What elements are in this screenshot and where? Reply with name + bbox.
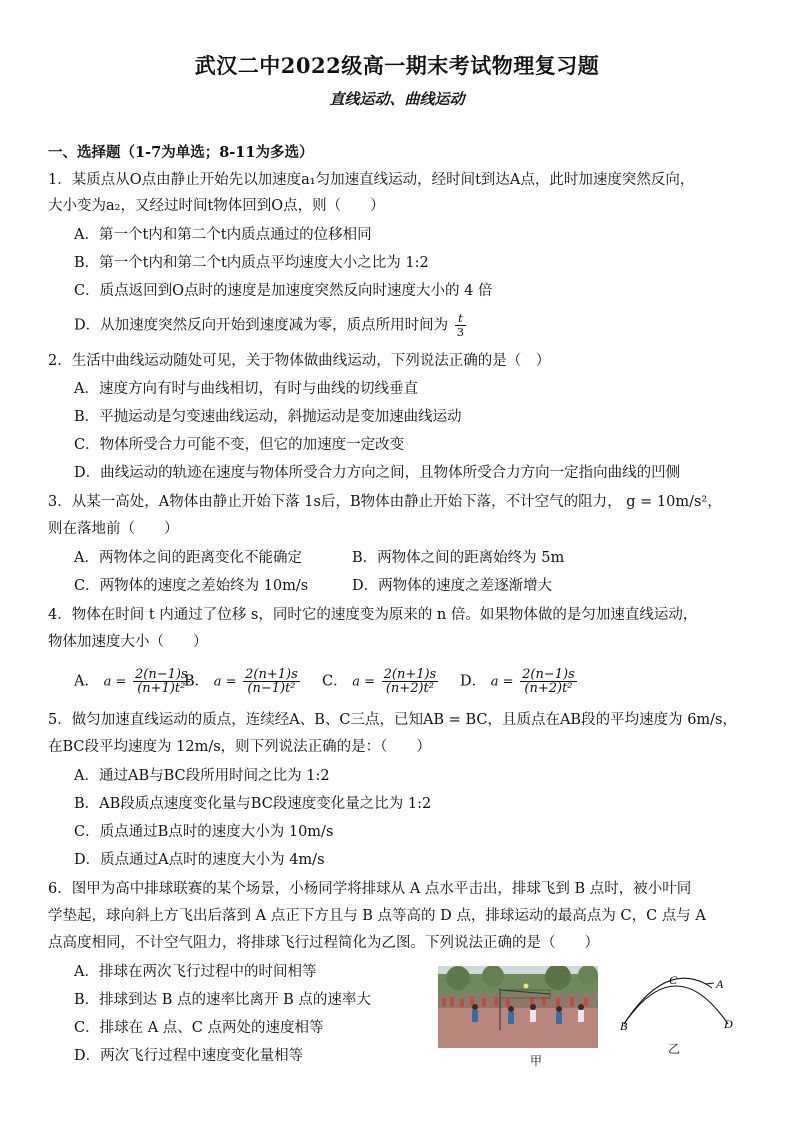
q4-option-a-numerator: 2(n−1)s <box>134 667 188 682</box>
q2-option-c: C．物体所受合力可能不变，但它的加速度一定改变 <box>74 437 405 453</box>
q5-option-d: D．质点通过A点时的速度大小为 4m/s <box>74 852 325 868</box>
q4-stem-line1: 4．物体在时间 t 内通过了位移 s，同时它的速度变为原来的 n 倍。如果物体做的是匀加速直线运动， <box>48 607 698 623</box>
q6-option-b: B．排球到达 B 点的速率比离开 B 点的速率大 <box>74 992 371 1008</box>
q4-option-d-label: D． <box>460 673 487 690</box>
q6-option-c: C．排球在 A 点、C 点两处的速度相等 <box>74 1020 324 1036</box>
q4-option-c-fraction <box>382 668 439 695</box>
label-b: B <box>620 1019 628 1033</box>
q4-option-d-fraction <box>520 668 577 695</box>
volleyball-photo <box>438 966 598 1048</box>
q1-option-d <box>74 312 468 339</box>
q5-option-a: A．通过AB与BC段所用时间之比为 1:2 <box>74 768 330 784</box>
q4-option-d-lhs: a = <box>490 674 514 690</box>
q4-option-a <box>74 668 192 696</box>
q5-stem-line2: 在BC段平均速度为 12m/s，则下列说法正确的是：（ ） <box>48 739 431 755</box>
q5-stem-line1: 5．做匀加速直线运动的质点，连续经A、B、C三点，已知AB = BC，且质点在AB段的平均速度为 6m/s， <box>48 712 737 728</box>
q4-option-c <box>322 668 440 696</box>
label-a: A <box>716 977 724 991</box>
q6-stem-line3: 点高度相同，不计空气阻力，将排球飞行过程简化为乙图。下列说法正确的是（ ） <box>48 935 599 951</box>
q4-option-a-denominator: (n+1)t² <box>137 681 186 696</box>
q5-option-c: C．质点通过B点时的速度大小为 10m/s <box>74 824 334 840</box>
q4-stem-line2: 物体加速度大小（ ） <box>48 634 208 650</box>
q2-stem: 2．生活中曲线运动随处可见，关于物体做曲线运动，下列说法正确的是（ ） <box>48 353 551 369</box>
q1-option-a: A．第一个t内和第二个t内质点通过的位移相同 <box>74 227 372 243</box>
q1-stem-line2: 大小变为a₂，又经过时间t物体回到O点，则（ ） <box>48 198 385 214</box>
label-c: C <box>669 973 678 987</box>
q4-option-b <box>184 668 302 696</box>
section-heading: 一、选择题（1-7为单选；8-11为多选） <box>48 144 314 161</box>
q3-stem-line2: 则在落地前（ ） <box>48 521 179 537</box>
q1-option-b: B．第一个t内和第二个t内质点平均速度大小之比为 1:2 <box>74 255 429 271</box>
q4-option-a-label: A． <box>74 673 99 690</box>
q1-option-d-fraction <box>455 312 466 339</box>
trajectory-diagram <box>606 968 756 1058</box>
q4-option-b-label: B． <box>184 673 210 690</box>
volleyball-scene-illustration <box>438 966 598 1048</box>
q2-option-a: A．速度方向有时与曲线相切，有时与曲线的切线垂直 <box>74 381 418 397</box>
q4-option-d-numerator: 2(n−1)s <box>522 667 575 682</box>
q4-option-d-denominator: (n+2)t² <box>524 681 573 696</box>
q1-option-d-numerator: t <box>455 312 466 326</box>
q4-option-b-lhs: a = <box>213 674 237 690</box>
q4-option-c-lhs: a = <box>352 674 375 690</box>
q3-option-c: C．两物体的速度之差始终为 10m/s <box>74 578 309 594</box>
q1-option-c: C．质点返回到O点时的速度是加速度突然反向时速度大小的 4 倍 <box>74 283 493 299</box>
q1-option-d-text: D．从加速度突然反向开始到速度减为零，质点所用时间为 <box>74 317 449 334</box>
q4-option-c-numerator: 2(n+1)s <box>383 667 437 682</box>
q4-option-c-label: C． <box>322 673 348 690</box>
page-subtitle: 直线运动、曲线运动 <box>329 90 465 108</box>
page-title: 武汉二中2022级高一期末考试物理复习题 <box>194 53 600 78</box>
arrow-at-a-icon <box>706 983 714 988</box>
q3-option-b: B．两物体之间的距离始终为 5m <box>352 550 565 566</box>
trajectory-b-to-a <box>624 978 706 1024</box>
q4-option-a-fraction <box>133 668 190 695</box>
trajectory-b-to-d <box>624 986 728 1024</box>
q6-stem-line2: 学垫起，球向斜上方飞出后落到 A 点正下方且与 B 点等高的 D 点，排球运动的最高点为 C，C 点与 A <box>48 908 706 924</box>
q2-option-b: B．平抛运动是匀变速曲线运动，斜抛运动是变加速曲线运动 <box>74 409 462 425</box>
q4-option-b-fraction <box>243 668 300 695</box>
q4-option-b-numerator: 2(n+1)s <box>245 667 298 682</box>
q4-option-d <box>460 668 579 696</box>
q2-option-d: D．曲线运动的轨迹在速度与物体所受合力方向之间，且物体所受合力方向一定指向曲线的凹侧 <box>74 465 681 481</box>
q6-option-a: A．排球在两次飞行过程中的时间相等 <box>74 964 317 980</box>
q4-option-a-lhs: a = <box>103 674 127 690</box>
q6-stem-line1: 6．图甲为高中排球联赛的某个场景，小杨同学将排球从 A 点水平击出，排球飞到 B 点时，被小叶同 <box>48 881 692 897</box>
q6-option-d: D．两次飞行过程中速度变化量相等 <box>74 1048 304 1064</box>
q4-option-c-denominator: (n+2)t² <box>385 681 434 696</box>
q5-option-b: B．AB段质点速度变化量与BC段速度变化量之比为 1:2 <box>74 796 432 812</box>
q4-option-b-denominator: (n−1)t² <box>247 681 296 696</box>
q3-option-d: D．两物体的速度之差逐渐增大 <box>352 578 553 594</box>
q3-stem-line1: 3．从某一高处，A物体由静止开始下落 1s后，B物体由静止开始下落，不计空气的阻力， g = 10m/s²， <box>48 494 722 510</box>
q3-option-a: A．两物体之间的距离变化不能确定 <box>74 550 302 566</box>
q1-option-d-denominator: 3 <box>456 325 465 339</box>
figure-caption-jia: 甲 <box>530 1054 543 1068</box>
figure-caption-yi: 乙 <box>668 1042 681 1056</box>
label-d: D <box>724 1017 733 1031</box>
q1-stem-line1: 1．某质点从O点由静止开始先以加速度a₁匀加速直线运动，经时间t到达A点，此时加速度突然反向， <box>48 172 695 188</box>
